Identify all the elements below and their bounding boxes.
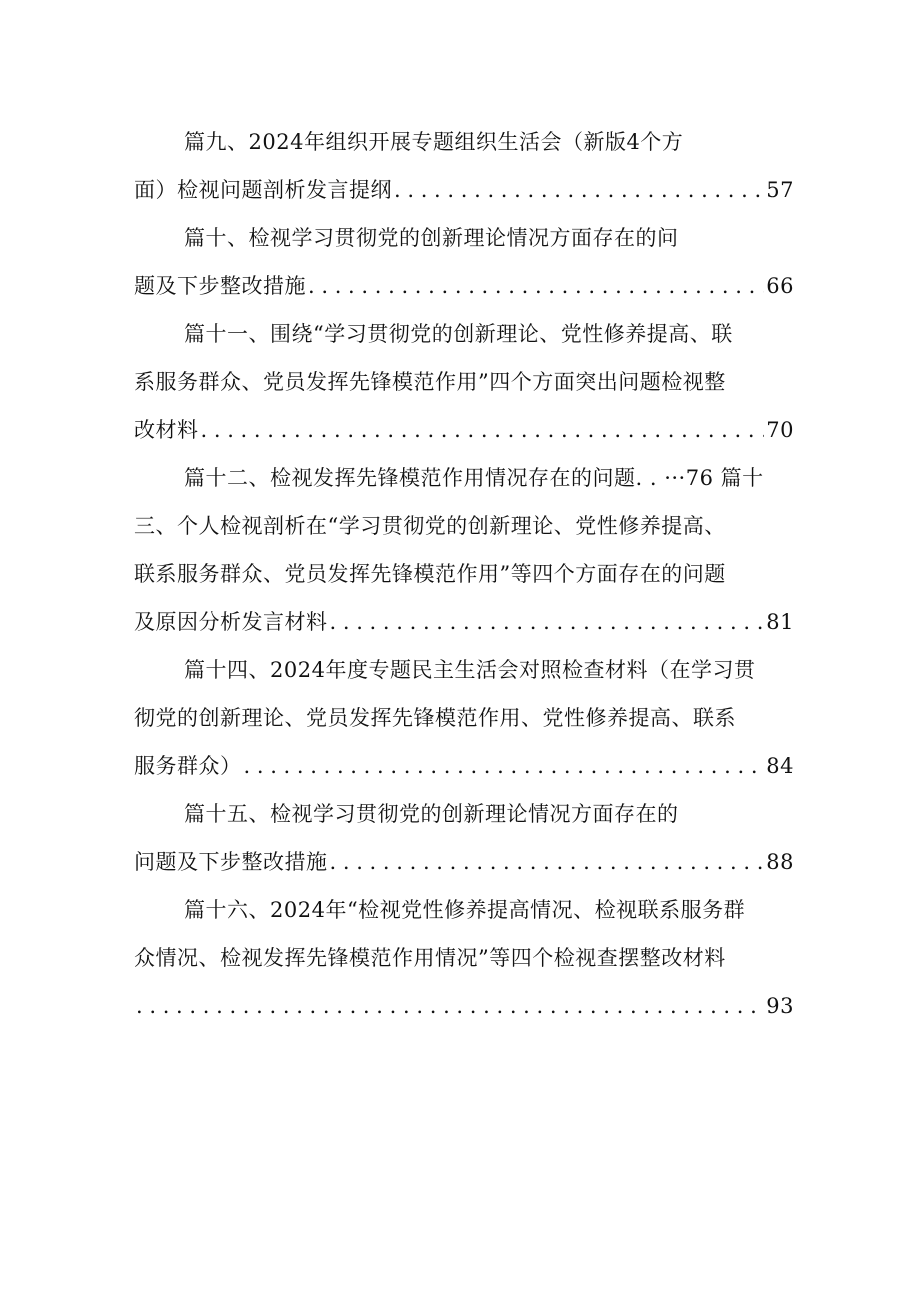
toc-entry-title-line: 篇十二、检视发挥先锋模范作用情况存在的问题. . ···76 篇十 (184, 466, 764, 490)
dot-leader (134, 982, 764, 1030)
toc-entry-leader-line (134, 838, 794, 886)
toc-entry-title-tail: 服务群众） (134, 754, 242, 778)
toc-page-number: 70 (766, 418, 794, 442)
toc-entry[interactable] (134, 454, 794, 646)
toc-entry-title-tail: 面）检视问题剖析发言提纲 (134, 178, 392, 202)
toc-entry[interactable] (134, 646, 794, 790)
toc-entry-title-line: 三、个人检视剖析在“学习贯彻党的创新理论、党性修养提高、 (134, 514, 726, 538)
toc-entry-title-line: 彻党的创新理论、党员发挥先锋模范作用、党性修养提高、联系 (134, 706, 736, 730)
toc-page-number: 66 (766, 274, 794, 298)
toc-entry[interactable] (134, 310, 794, 454)
toc-entry-title-line: 众情况、检视发挥先锋模范作用情况”等四个检视查摆整改材料 (134, 946, 726, 970)
toc-entry[interactable] (134, 214, 794, 310)
toc-entry-leader-line (134, 598, 794, 646)
toc-entry-leader-line (134, 742, 794, 790)
table-of-contents (134, 118, 794, 1030)
toc-entry-title-line: 篇十一、围绕“学习贯彻党的创新理论、党性修养提高、联 (184, 322, 733, 346)
dot-leader (392, 166, 764, 214)
toc-entry-title-line: 篇十四、2024年度专题民主生活会对照检查材料（在学习贯 (184, 658, 756, 682)
toc-entry-title-tail: 题及下步整改措施 (134, 274, 306, 298)
toc-entry-title-tail: 问题及下步整改措施 (134, 850, 328, 874)
toc-page-number: 88 (766, 850, 794, 874)
dot-leader (199, 406, 765, 454)
toc-entry[interactable] (134, 790, 794, 886)
dot-leader (328, 598, 765, 646)
toc-entry-title-line: 篇十、检视学习贯彻党的创新理论情况方面存在的问 (184, 226, 679, 250)
dot-leader (306, 262, 764, 310)
toc-entry[interactable] (134, 118, 794, 214)
toc-page-number: 84 (766, 754, 794, 778)
toc-page-number: 57 (766, 178, 794, 202)
toc-entry-leader-line (134, 262, 794, 310)
toc-page-number: 93 (766, 994, 794, 1018)
toc-entry-leader-line (134, 406, 794, 454)
toc-entry-title-line: 篇九、2024年组织开展专题组织生活会（新版4个方 (184, 130, 684, 154)
dot-leader (242, 742, 765, 790)
toc-entry-title-line: 篇十五、检视学习贯彻党的创新理论情况方面存在的 (184, 802, 679, 826)
toc-entry-leader-line (134, 166, 794, 214)
toc-page-number: 81 (766, 610, 794, 634)
toc-entry-title-line: 联系服务群众、党员发挥先锋模范作用”等四个方面存在的问题 (134, 562, 726, 586)
dot-leader (328, 838, 765, 886)
toc-entry-title-tail: 及原因分析发言材料 (134, 610, 328, 634)
toc-entry-leader-line (134, 982, 794, 1030)
toc-entry-title-tail: 改材料 (134, 418, 199, 442)
toc-entry[interactable] (134, 886, 794, 1030)
toc-entry-title-line: 篇十六、2024年“检视党性修养提高情况、检视联系服务群 (184, 898, 746, 922)
toc-entry-title-line: 系服务群众、党员发挥先锋模范作用”四个方面突出问题检视整 (134, 370, 726, 394)
